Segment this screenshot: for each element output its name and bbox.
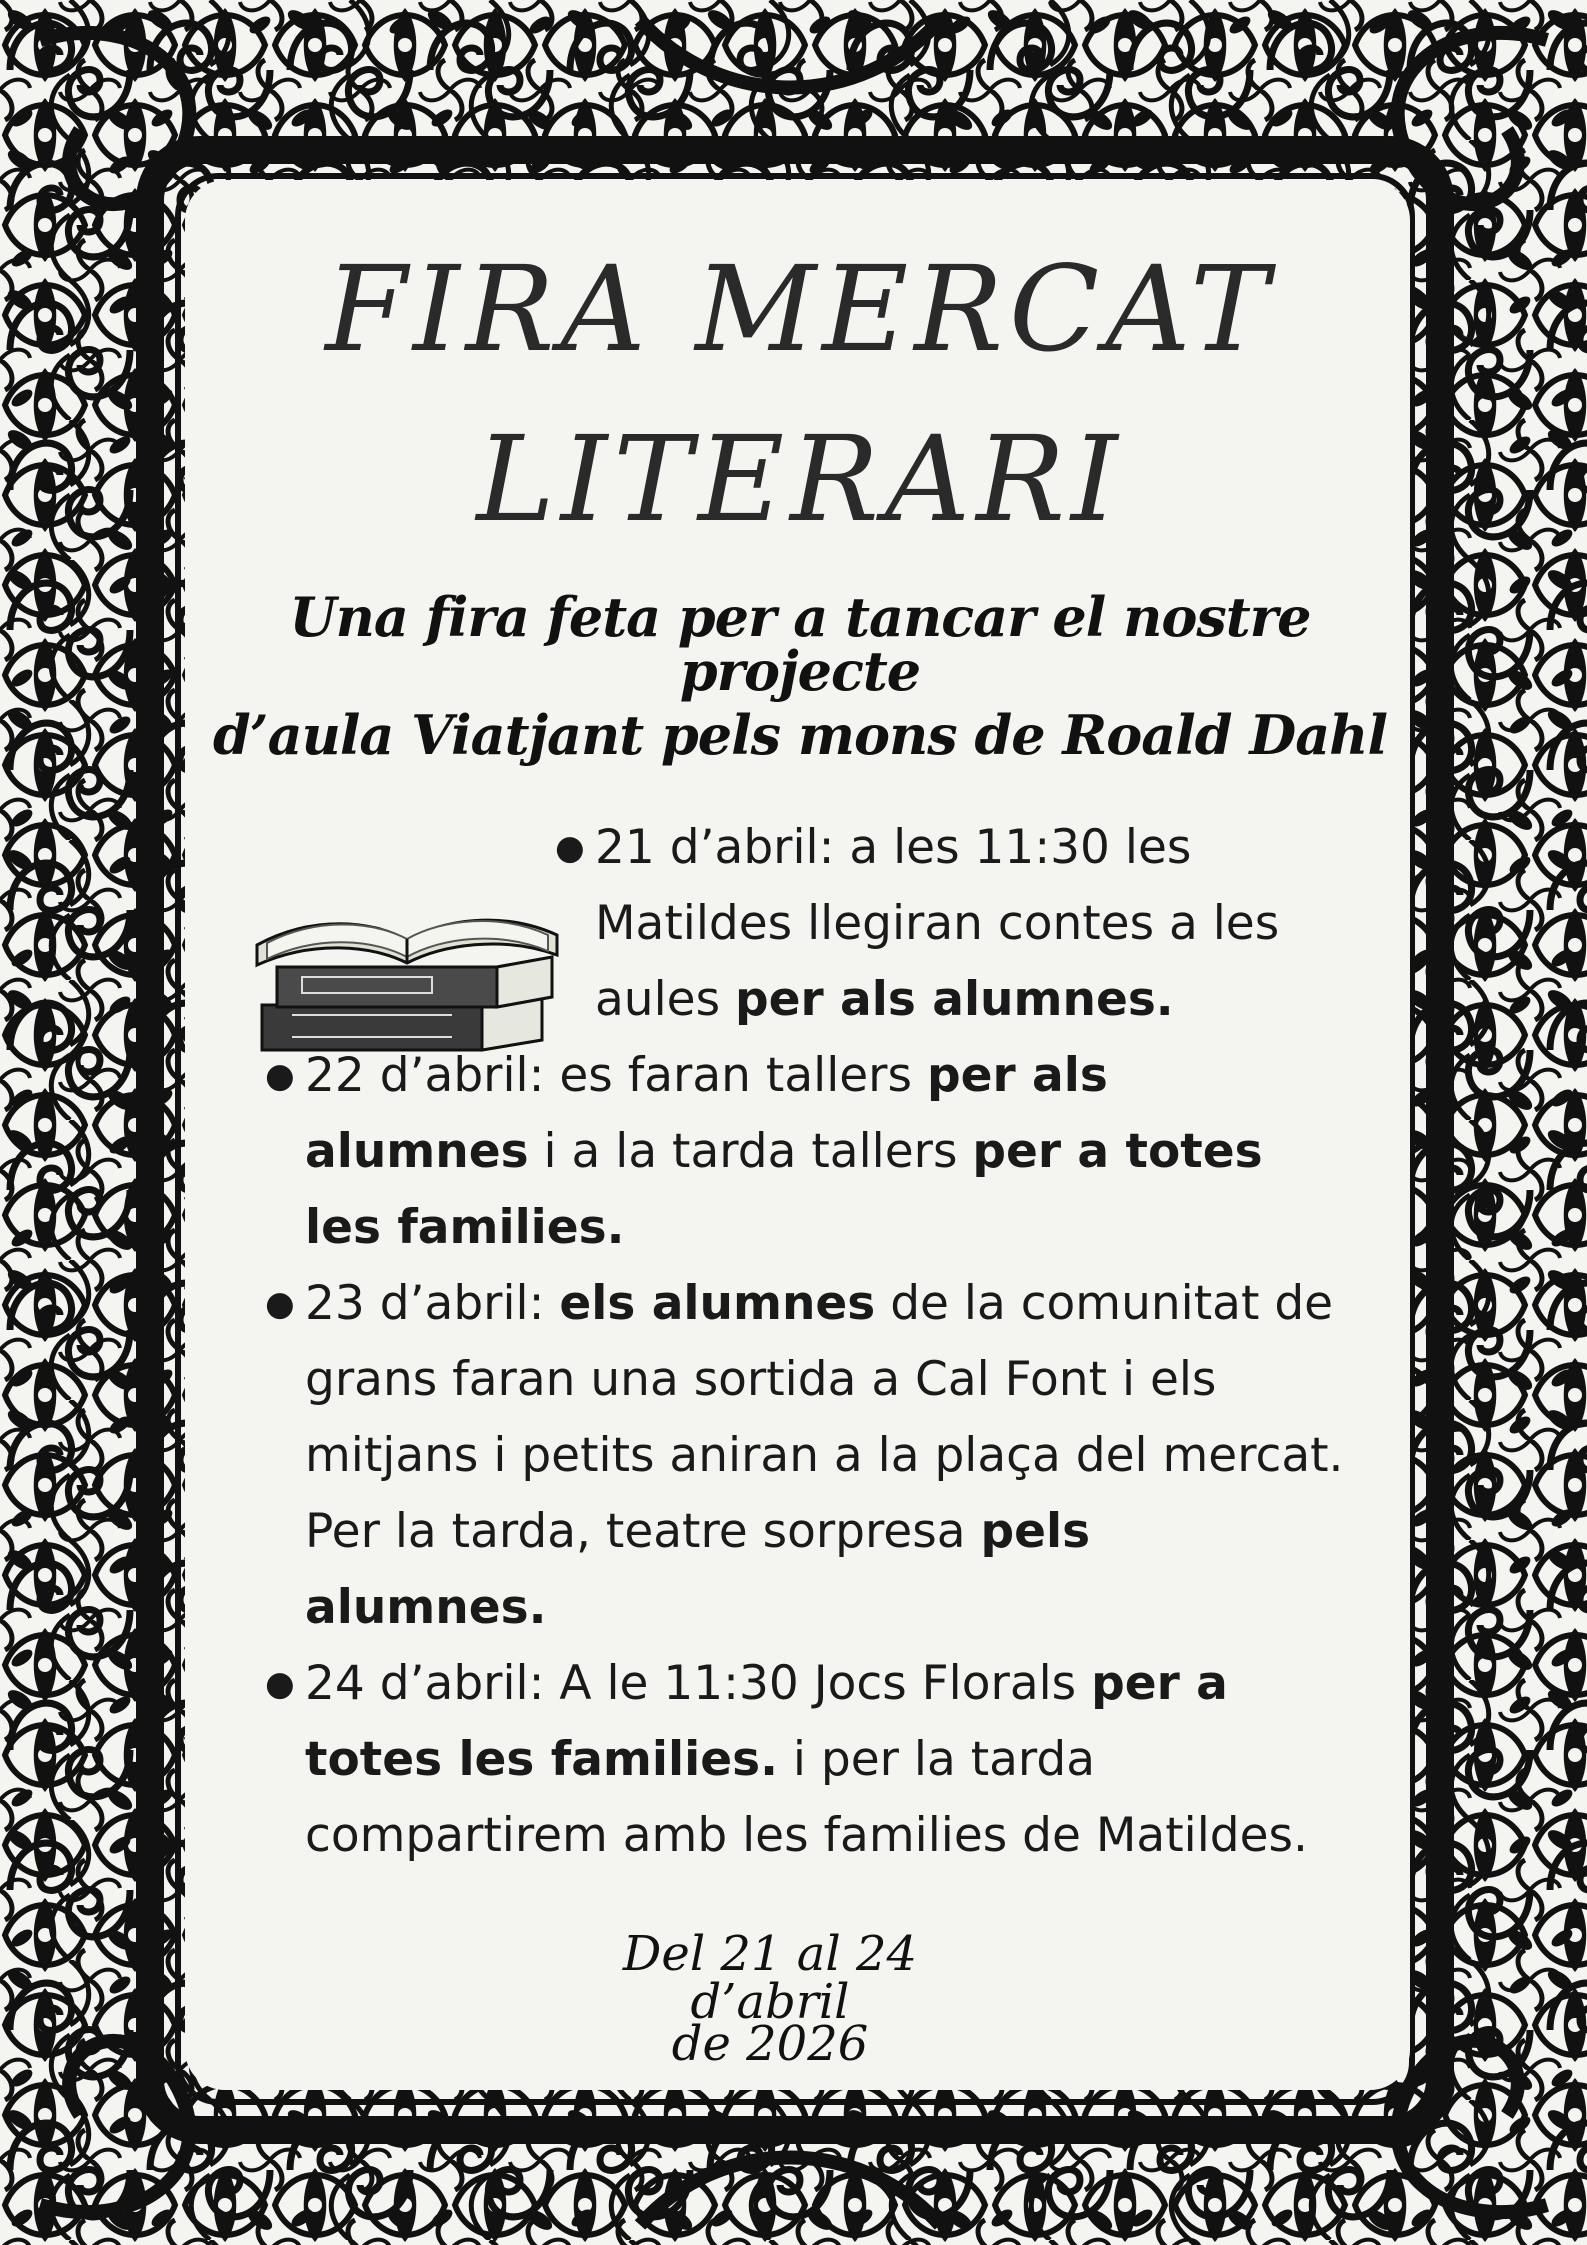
event-text: de la comunitat de grans faran una sortida a Cal Font i els mitjans i petits aniran a la plaça del mercat. Per la tarda, teatre sorpresa	[305, 1276, 1344, 1559]
event-item	[265, 1038, 1345, 1266]
date-line-1: Del 21 al 24 d’abril	[622, 1926, 918, 2030]
event-bold: pels alumnes.	[305, 1504, 1091, 1635]
bullet-icon: ●	[265, 1056, 295, 1096]
event-bold: per als alumnes	[305, 1048, 1108, 1179]
subtitle-line-2: d’aula Viatjant pels mons de Roald Dahl	[213, 703, 1387, 767]
event-bold: per a totes les families.	[305, 1124, 1263, 1255]
event-text: 21 d’abril: a les 11:30 les Matildes llegiran contes a les aules	[595, 820, 1280, 1027]
date-line-2: de 2026	[671, 2016, 869, 2072]
event-text: 24 d’abril: A le 11:30 Jocs Florals	[305, 1656, 1092, 1711]
event-text: i a la tarda tallers	[528, 1124, 973, 1179]
event-item	[265, 1266, 1345, 1646]
bullet-icon: ●	[265, 1284, 295, 1324]
subtitle-line-1: Una fira feta per a tancar el nostre projecte	[289, 585, 1311, 703]
title-line-2: LITERARI	[476, 410, 1124, 548]
event-text: i per la tarda compartirem amb les families de Matildes.	[305, 1732, 1308, 1863]
event-bold: per als alumnes.	[735, 972, 1174, 1027]
event-text: 23 d’abril:	[305, 1276, 560, 1331]
event-item	[265, 810, 1345, 1038]
bullet-icon: ●	[265, 1664, 295, 1704]
bullet-icon: ●	[555, 828, 585, 868]
title-line-1: FIRA MERCAT	[325, 240, 1275, 378]
event-text: 22 d’abril: es faran tallers	[305, 1048, 927, 1103]
events-list	[265, 810, 1345, 1874]
event-bold: per a totes les families.	[305, 1656, 1228, 1787]
event-bold: els alumnes	[559, 1276, 876, 1331]
event-item	[265, 1646, 1345, 1874]
